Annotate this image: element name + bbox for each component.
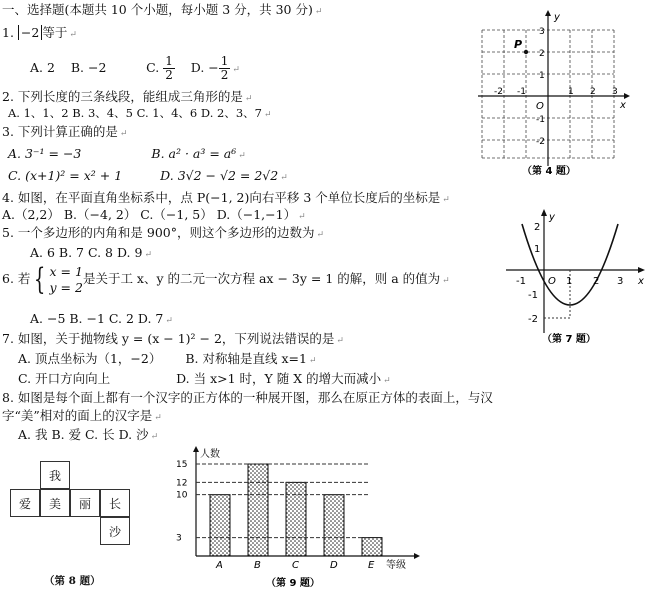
x-category-label: D	[330, 560, 338, 571]
bar-C	[286, 482, 306, 556]
svg-text:1: 1	[566, 276, 573, 287]
question-3: 3. 下列计算正确的是 ↵	[2, 124, 128, 139]
figure-9-caption: （第 9 题）	[266, 578, 320, 589]
bar-E	[362, 538, 382, 556]
question-7-options-cd: C. 开口方向向上 D. 当 x>1 时，Y 随 X 的增大而减小 ↵	[18, 371, 391, 386]
question-4-options: A.（2,2） B.（−4, 2） C.（−1, 5） D.（−1,−1） ↵	[2, 207, 306, 222]
svg-text:y: y	[549, 212, 555, 223]
bar-B	[248, 464, 268, 556]
fraction-c: $\frac{1}{2}$	[165, 54, 173, 82]
svg-text:-1: -1	[528, 290, 538, 301]
svg-text:-1: -1	[516, 276, 526, 287]
svg-text:2: 2	[590, 87, 596, 97]
question-6-options: A. −5 B. −1 C. 2 D. 7 ↵	[30, 311, 173, 326]
bar-A	[210, 495, 230, 556]
svg-text:2: 2	[539, 49, 545, 59]
svg-text:y: y	[554, 12, 560, 23]
cube-face-chang: 长	[100, 489, 130, 517]
question-5: 5. 一个多边形的内角和是 900°，则这个多边形的边数为 ↵	[2, 225, 325, 240]
bar-D	[324, 495, 344, 556]
svg-text:-2: -2	[528, 314, 538, 325]
svg-text:2: 2	[593, 276, 600, 287]
question-8-line1: 8. 如图是每个面上都有一个汉字的正方体的一种展开图，那么在原正方体的表面上，与汉	[2, 390, 493, 405]
figure-8-caption: （第 8 题）	[44, 575, 101, 587]
question-3-options-ab: A. 3⁻¹ = −3 B. a² · a³ = a⁶ ↵	[8, 146, 246, 161]
svg-text:x: x	[620, 100, 626, 111]
question-4: 4. 如图，在平面直角坐标系中，点 P(−1, 2)向右平移 3 个单位长度后的坐标是 ↵	[2, 190, 450, 205]
x-category-label: A	[216, 560, 223, 571]
svg-text:-1: -1	[536, 115, 545, 125]
cube-face-ai: 爱	[10, 489, 40, 517]
svg-text:3: 3	[539, 27, 545, 37]
y-tick-label: 3	[176, 533, 182, 544]
x-axis-label: 等级	[386, 560, 406, 571]
x-category-label: B	[254, 560, 261, 571]
equation-system: x = 1 y = 2	[49, 263, 83, 295]
y-tick-label: 12	[176, 478, 188, 489]
question-5-options: A. 6 B. 7 C. 8 D. 9 ↵	[30, 245, 152, 260]
cube-face-mei: 美	[40, 489, 70, 517]
cube-face-li: 丽	[70, 489, 100, 517]
svg-text:O: O	[548, 276, 556, 287]
svg-text:x: x	[638, 276, 644, 287]
figure-8-cube-net	[0, 455, 150, 595]
question-3-options-cd: C. (x+1)² = x² + 1 D. 3√2 − √2 = 2√2 ↵	[8, 168, 288, 183]
question-8-options: A. 我 B. 爱 C. 长 D. 沙 ↵	[18, 427, 159, 442]
abs-value: −2	[18, 25, 42, 40]
figure-7-parabola	[500, 208, 648, 350]
svg-text:1: 1	[568, 87, 574, 97]
svg-text:3: 3	[612, 87, 618, 97]
figure-7-caption: （第 7 题）	[542, 334, 596, 345]
svg-text:O: O	[536, 101, 544, 112]
question-1: 1. −2 等于 ↵	[2, 25, 77, 40]
x-category-label: E	[368, 560, 375, 571]
svg-text:-1: -1	[517, 87, 526, 97]
figure-9-bar-chart	[170, 444, 440, 594]
svg-text:-2: -2	[536, 137, 545, 147]
point-p	[524, 50, 528, 54]
svg-text:P: P	[514, 38, 523, 51]
svg-text:3: 3	[617, 276, 624, 287]
svg-text:1: 1	[539, 71, 545, 81]
cube-face-sha: 沙	[100, 517, 130, 545]
svg-text:1: 1	[534, 244, 541, 255]
y-tick-label: 15	[176, 460, 188, 470]
figure-4-grid	[474, 8, 634, 178]
section-title: 一、选择题(本题共 10 个小题，每小题 3 分，共 30 分) ↵	[2, 2, 323, 17]
svg-text:2: 2	[534, 222, 541, 233]
x-category-label: C	[292, 560, 299, 571]
question-8-line2: 字“美”相对的面上的汉字是 ↵	[2, 408, 162, 423]
figure-4-caption: （第 4 题）	[522, 166, 576, 177]
y-axis-label: 人数	[200, 449, 220, 460]
cube-face-wo: 我	[40, 461, 70, 489]
question-6: 6. 若 { x = 1 y = 2 是关于工 x、y 的二元一次方程 ax − 3y = 1 的解，则 a 的值为 ↵	[2, 261, 450, 297]
question-7: 7. 如图，关于抛物线 y = (x − 1)² − 2，下列说法错误的是 ↵	[2, 331, 344, 346]
question-1-options: A. 2 B. −2 C. $\frac{1}{2}$ D. − $\frac{1}{2}$ ↵	[30, 54, 240, 82]
y-tick-label: 10	[176, 490, 188, 501]
fraction-d: $\frac{1}{2}$	[220, 54, 229, 82]
svg-text:-2: -2	[494, 87, 503, 97]
question-7-options-ab: A. 顶点坐标为（1，−2） B. 对称轴是直线 x=1 ↵	[18, 351, 317, 366]
question-2-options: A. 1、1、2 B. 3、4、5 C. 1、4、6 D. 2、3、7 ↵	[8, 106, 272, 120]
question-2: 2. 下列长度的三条线段，能组成三角形的是 ↵	[2, 89, 253, 104]
